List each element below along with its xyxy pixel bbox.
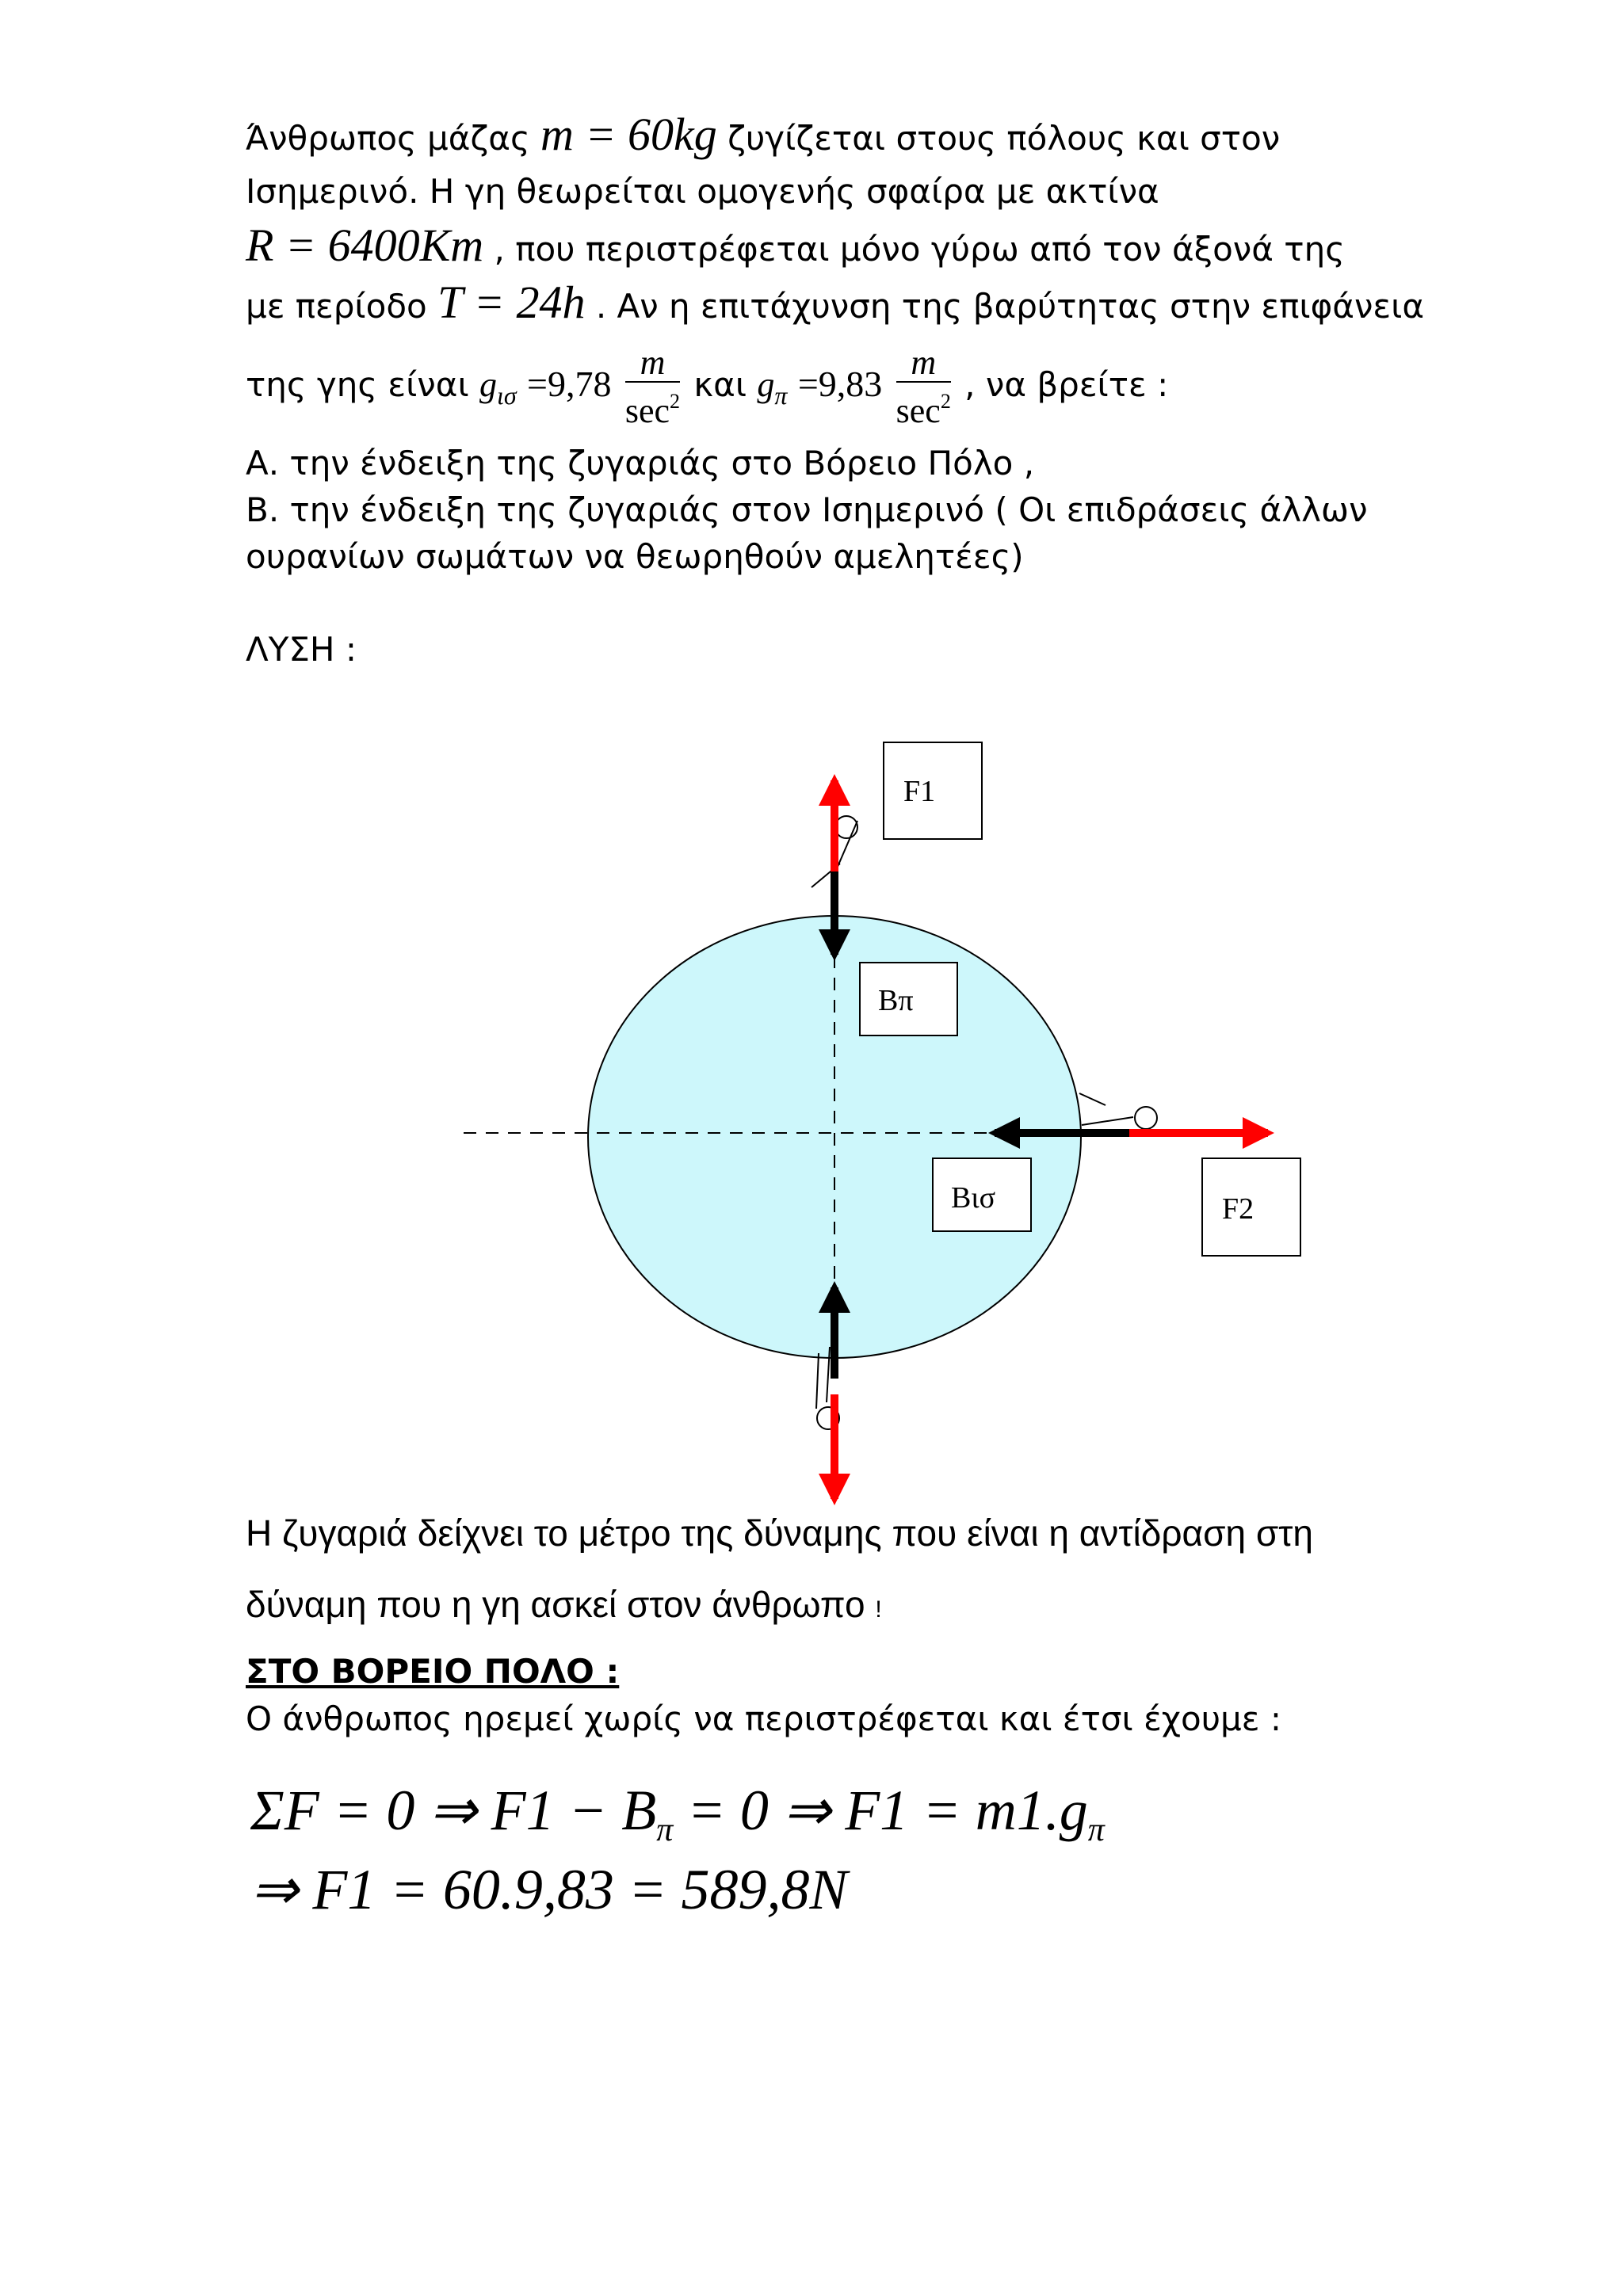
text: . Αν η επιτάχυνση της βαρύτητας στην επιφάνεια <box>595 287 1425 326</box>
north-pole-heading: ΣΤΟ ΒΟΡΕΙΟ ΠΟΛΟ : <box>246 1652 620 1691</box>
label-b-pole <box>860 963 957 1035</box>
text: Ισημερινό. Η γη θεωρείται ομογενής σφαίρα με ακτίνα <box>246 172 1159 211</box>
question-a: Α. την ένδειξη της ζυγαριάς στο Βόρειο Πόλο , <box>246 444 1035 482</box>
label-f2 <box>1202 1158 1300 1256</box>
text: με περίοδο <box>246 287 427 326</box>
equation-2: ⇒ F1 = 60.9,83 = 589,8N <box>250 1858 848 1921</box>
question-b-line-2: ουρανίων σωμάτων να θεωρηθούν αμελητέες) <box>246 537 1024 576</box>
radius-value: R = 6400Km <box>246 219 484 271</box>
label-f1 <box>884 742 982 839</box>
svg-text:Βπ: Βπ <box>878 984 914 1017</box>
explanation-line-2: δύναμη που η γη ασκεί στον άνθρωπο ! <box>246 1584 882 1625</box>
solution-label: ΛΥΣΗ : <box>246 630 357 669</box>
mass-value: m = 60kg <box>540 109 717 160</box>
question-b-line-1: Β. την ένδειξη της ζυγαριάς στον Ισημερινό ( Οι επιδράσεις άλλων <box>246 490 1368 529</box>
g-pole-symbol: $g_\pi$ <box>757 365 788 410</box>
text: , να βρείτε : <box>964 365 1169 404</box>
unit-fraction-1: $\frac{m}{\sec^2}$ <box>624 342 681 430</box>
period-value: T = 24h <box>437 277 586 328</box>
g-equator-symbol: $g_{\iota\sigma}$ <box>479 365 517 410</box>
text: Άνθρωπος μάζας <box>246 119 530 158</box>
person-equator-icon <box>1135 1107 1157 1129</box>
north-pole-text: Ο άνθρωπος ηρεμεί χωρίς να περιστρέφεται και έτσι έχουμε : <box>246 1699 1281 1738</box>
g-pole-value: =9,83 <box>797 364 883 404</box>
unit-fraction-2: $\frac{m}{\sec^2}$ <box>896 342 951 430</box>
svg-text:F1: F1 <box>903 775 936 808</box>
text: της γης είναι <box>246 365 469 404</box>
person-equator-body <box>1082 1117 1133 1125</box>
svg-text:F2: F2 <box>1222 1192 1254 1226</box>
scale-equator-icon <box>1079 1093 1106 1105</box>
g-equator-value: =9,78 <box>527 364 612 404</box>
scale-south-icon <box>816 1353 819 1409</box>
text: , που περιστρέφεται μόνο γύρω από τον άξονά της <box>494 230 1345 269</box>
label-b-equator <box>933 1158 1031 1231</box>
text: και <box>693 365 747 404</box>
svg-text:Βισ: Βισ <box>951 1181 996 1215</box>
explanation-line-1: Η ζυγαριά δείχνει το μέτρο της δύναμης που είναι η αντίδραση στη <box>246 1512 1314 1554</box>
equation-1: ΣF = 0 ⇒ $F1 - B_\pi = 0$ ⇒ $F1 = m1.g_\pi$ <box>250 1779 1105 1848</box>
text: ζυγίζεται στους πόλους και στον <box>727 119 1281 158</box>
